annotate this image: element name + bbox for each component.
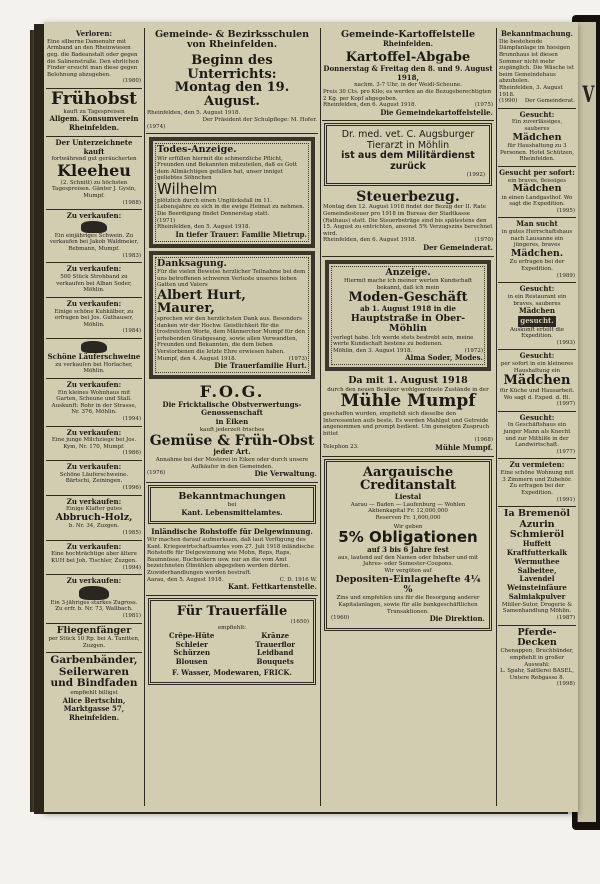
notice-place-date: Aarau, den 5. August 1918. xyxy=(147,576,224,583)
ad-body: Wir vergüten auf xyxy=(384,567,432,574)
ad-body: empfiehlt billigst xyxy=(70,689,118,696)
ad-garbenbaender xyxy=(46,653,142,725)
ad-capital: Aktienkapital Fr. 12,000,000 xyxy=(368,508,448,515)
ad-wohnung xyxy=(498,459,576,507)
ad-body: Eine schöne Wohnung mit 3 Zimmern und Zubehör. Zu erfragen bei der Expedition. xyxy=(500,470,574,496)
ad-number: (1985) xyxy=(122,529,141,536)
ad-body: per Stück 10 Rp. bei A. Tanitten, Zuzgen. xyxy=(48,636,140,649)
ad-number: (1993) xyxy=(556,339,575,346)
ad-headline: Azurin xyxy=(519,518,555,530)
column-rule xyxy=(320,28,321,806)
ad-number: (1989) xyxy=(556,272,575,279)
ad-maedchen-3 xyxy=(498,218,576,283)
ad-laeuferschweine xyxy=(46,339,142,379)
ad-body: Wir geben xyxy=(393,523,423,530)
ad-title: Fliegenfänger xyxy=(56,624,132,636)
ad-body: durch den neuen Besitzer wohlgeordnete Zustände in der xyxy=(327,386,489,393)
ad-creditanstalt xyxy=(324,459,492,631)
notice-intro: Wir erfüllen hiermit die schmerzliche Pflicht, Freunden und Bekannten mitzuteilen, daß es Gott dem Allmächtigen gefallen hat, unser innigst geliebtes Söhnchen xyxy=(157,155,298,182)
ad-phone: Telephon 23. xyxy=(323,444,359,451)
notice-intro: Für die vielen Beweise herzlicher Teilnahme bei dem uns betroffenen schweren Verluste unseres lieben Gatten und Vaters xyxy=(157,268,306,289)
column-3 xyxy=(322,28,494,806)
notice-body: plötzlich durch einen Unglücksfall im 11. Lebensjahre zu sich in die ewige Heimat zu nehmen. Die Beerdigung findet Donnerstag statt. xyxy=(157,197,305,217)
notice-place-date: Rheinfelden, den 5. August 1918. xyxy=(157,224,251,231)
ad-body: für Haushaltung zu 3 Personen. Hotel Schützen, Rheinfelden. xyxy=(500,143,574,163)
ad-title: Gesucht per sofort: xyxy=(499,167,575,177)
ad-title: Gesucht: xyxy=(519,412,555,422)
ad-headline: Mädchen xyxy=(512,131,562,143)
notice-place-date: Rheinfelden, den 6. August 1918. xyxy=(323,102,417,109)
ad-title: Gesucht: xyxy=(519,109,555,119)
ad-body: in gutes Herrschaftshaus nach Lausanne ein jüngeres, braves xyxy=(501,229,573,249)
ad-headline: Aargauische Creditanstalt xyxy=(359,464,457,494)
ad-trauerfaelle xyxy=(148,598,316,685)
ad-body: kauft jederzeit frisches xyxy=(199,426,265,433)
ad-sign: Die Direktion. xyxy=(429,614,485,624)
ad-body: für Küche und Hausarbeit. Wo sagt d. Exped. d. Bl. xyxy=(499,387,575,401)
ad-abbruchholz xyxy=(46,496,142,541)
list-item: Wermuthee xyxy=(514,556,560,566)
ad-maedchen-2 xyxy=(498,167,576,219)
ad-address: Hauptstraße in Ober-Möhlin xyxy=(350,312,466,335)
notice-title: Bekanntmachungen xyxy=(178,490,286,502)
ad-fog xyxy=(146,382,318,483)
ad-schweine-zeiningen xyxy=(46,461,142,496)
notice-schools xyxy=(146,28,318,134)
notice-title: bei xyxy=(227,502,237,508)
ad-sign: F. Wasser, Modewaren, FRICK. xyxy=(172,667,292,677)
ad-offer: 5% Obligationen xyxy=(338,528,478,547)
ad-number: (1990) xyxy=(499,98,518,105)
notice-headline: Kartoffel-Abgabe xyxy=(345,50,471,66)
ad-drogerie xyxy=(498,507,576,625)
notice-title: Gemeinde-Kartoffelstelle xyxy=(340,29,476,40)
ad-number: (1998) xyxy=(556,681,575,688)
ad-place: Liestal xyxy=(394,492,422,502)
ad-number: (1971) xyxy=(157,217,176,224)
notice-headline: Beginn des Unterrichts: xyxy=(187,52,277,82)
ad-body: Einige schöne Kuhkälber, zu erfragen bei Jos. Guthauser, Möhlin. xyxy=(54,308,134,328)
ad-title: Zu verkaufen: xyxy=(66,541,122,551)
ad-title: Kleeheu xyxy=(57,160,131,180)
notice-place-date: Rheinfelden, den 6. August 1918. xyxy=(323,237,417,244)
ad-title: Zu verkaufen: xyxy=(66,211,122,221)
notice-sign: Die Gemeindekartoffelstelle. xyxy=(380,107,493,117)
ad-reserves: Reserven Fr. 1,600,000 xyxy=(375,515,441,522)
ad-title: Zu verkaufen: xyxy=(66,462,122,472)
ad-number: (1968) xyxy=(474,437,493,444)
ad-title: Gesucht: xyxy=(519,284,555,294)
notice-title: Inländische Rohstoffe für Delgewinnung. xyxy=(151,527,313,537)
ad-body: Die bestehende Dämpfanlage im hiesigen Brunnhaus ist diesen Sommer nicht mehr zugänglich. Die Wäsche ist beim Gemeindehaus abzuholen. xyxy=(499,38,574,85)
ad-number: (1976) xyxy=(147,470,166,477)
ad-number: (1996) xyxy=(122,485,141,492)
ad-body: ist aus dem Militärdienst zurück xyxy=(341,150,475,172)
ad-number: (1972) xyxy=(464,347,483,354)
notice-place: Rheinfelden. xyxy=(382,39,434,49)
ad-muehle-mumpf xyxy=(322,374,494,457)
notice-bekanntmachung xyxy=(498,28,576,109)
ad-cities: Aarau — Baden — Laufenburg — Wohlen xyxy=(350,501,466,508)
ad-title: Frühobst xyxy=(50,88,138,109)
ad-headline: Gemüse & Früh-Obst xyxy=(149,432,315,449)
list-item: Trauerflor xyxy=(255,639,295,649)
ad-body: Zu erfragen bei der Expedition. xyxy=(509,259,565,272)
ad-headline: Mädchen xyxy=(518,306,556,316)
newspaper-page xyxy=(44,22,578,812)
notice-bekanntmachungen xyxy=(148,485,316,525)
notice-name: Albert Hurt, Maurer, xyxy=(157,287,246,317)
notice-sign: Die Trauerfamilie Hurt. xyxy=(214,361,307,371)
ad-term: auf 3 bis 6 Jahre fest xyxy=(367,544,449,554)
ad-subtitle: Tierarzt in Möhlin xyxy=(366,139,450,151)
ad-body: Ein 3-jähriges starkes Zugross. Zu erfr. b. Nr. 73, Wallbach. xyxy=(50,599,138,613)
ad-sign: Müller-Sutor, Drogerie & Samenhandlung Möhlin. xyxy=(501,601,573,615)
ad-knecht xyxy=(498,412,576,460)
horse-icon xyxy=(79,586,109,600)
notice-title: Todes-Anzeige. xyxy=(157,144,237,156)
ad-body: geschaffen wurden, empfiehlt sich dieselbe den Interessenten aufs beste. Es werden Mahlgut und Getreide angenommen und prompt bedient. Um geneigten Zuspruch bittet xyxy=(323,411,490,437)
notice-rohstoffe xyxy=(146,526,318,596)
ad-title: Pferde-Decken xyxy=(517,626,557,648)
column-classifieds-4 xyxy=(498,28,576,806)
list-item: Bouquets xyxy=(256,657,294,667)
ad-title: Garbenbänder, Seilerwaren und Bindfaden xyxy=(50,654,138,690)
list-item: Blousen xyxy=(175,657,208,667)
ad-badge: gesucht. xyxy=(520,315,554,325)
ad-number: (1995) xyxy=(556,207,575,214)
thanks-notice xyxy=(149,251,315,379)
notice-name: Wilhelm xyxy=(157,180,218,199)
notice-title: F.O.G. xyxy=(199,381,265,401)
ad-number: (1974) xyxy=(147,123,166,130)
list-item: Crêpe-Hüte xyxy=(169,630,215,640)
ad-title: Man sucht xyxy=(516,219,558,229)
notice-date: Donnerstag & Freitag den 8. und 9. August 1918, xyxy=(323,63,493,82)
ad-title: Zu vermieten: xyxy=(509,460,565,470)
ad-body: ab 1. August 1918 in die xyxy=(360,304,456,314)
ad-number: (1997) xyxy=(556,401,575,408)
list-item: Schürzen xyxy=(173,648,211,658)
ad-kleeheu xyxy=(46,137,142,210)
ad-number: (1994) xyxy=(122,415,141,422)
ad-body: Eine silberne Damenuhr mit Armband an den Rheinwiesen geg. die Badeanstalt oder gegen die Salinenstraße. Den ehrlichen Finder ersucht man diese gegen Belohnung abzugeben. xyxy=(47,38,139,78)
ad-veterinarian xyxy=(324,123,492,185)
notice-title: Gemeinde- & Bezirksschulen xyxy=(154,29,310,40)
ad-schwein xyxy=(46,210,142,263)
notice-title: Anzeige. xyxy=(385,266,431,278)
ad-number: (1987) xyxy=(556,614,575,621)
notice-sign: In tiefer Trauer: Familie Mietrup. xyxy=(175,229,307,239)
ad-headline: Mühle Mumpf xyxy=(340,391,476,412)
ad-fruehobst xyxy=(46,89,142,137)
ad-body: empfiehlt: xyxy=(217,625,247,632)
list-item: Schleier xyxy=(175,639,208,649)
ad-number: (1983) xyxy=(122,252,141,259)
ad-title: Zu verkaufen: xyxy=(66,264,122,274)
pig-icon xyxy=(81,221,107,233)
ad-title: Schöne Läuferschweine xyxy=(47,351,141,361)
ad-body: fortwährend gut geräucherten xyxy=(51,156,137,163)
ad-body: Ein zuverlässiges, sauberes xyxy=(511,119,563,133)
notice-place-date: Rheinfelden, den 5. August 1918. xyxy=(147,110,241,117)
notice-sign: Alma Soder, Modes. xyxy=(405,353,483,363)
column-rule xyxy=(496,28,497,806)
ad-body: In Geschäftshaus ein junger Mann als Knecht und zur Mithilfe in der Landwirtschaft. xyxy=(503,422,571,449)
notice-title: Danksagung. xyxy=(157,257,227,269)
notice-sign: Der Gemeinderat. xyxy=(423,243,493,253)
ad-address: b. Nr. 34, Zuzgen. xyxy=(68,523,120,530)
ad-maedchen-1 xyxy=(498,109,576,167)
ad-title: Ia Bremenöl xyxy=(504,508,570,520)
notice-sign: Die Verwaltung. xyxy=(254,469,317,479)
column-2 xyxy=(146,28,318,806)
ad-body: Auskunft erteilt die Expedition. xyxy=(509,326,565,340)
ad-headline: Moden-Geschäft xyxy=(348,290,468,306)
ad-number: (1992) xyxy=(466,172,485,179)
ad-number: (1988) xyxy=(122,199,141,206)
ad-body: verlegt habe. Ich werde stets bestrebt sein, meine werte Kundschaft bestens zu bedienen. xyxy=(333,334,474,348)
list-item: Weinsteinfäure xyxy=(507,583,567,593)
ad-fliegenfaenger xyxy=(46,624,142,654)
ad-kuhkaelber xyxy=(46,298,142,339)
ad-kuh xyxy=(46,541,142,576)
ad-title: Zu verkaufen: xyxy=(66,427,122,437)
ad-number: (1991) xyxy=(556,496,575,503)
ad-body: Einige Klafter gutes xyxy=(66,506,122,513)
ad-strohband xyxy=(46,263,142,298)
notice-kartoffel xyxy=(322,28,494,121)
ad-body: in ein Restaurant ein braves, sauberes xyxy=(507,293,567,307)
next-page-edge: V xyxy=(577,22,596,822)
ad-milchziege xyxy=(46,427,142,462)
ad-number: (1975) xyxy=(474,102,493,109)
ad-body: Ein einjähriges Schwein. Zu verkaufen bei Jakob Waldmeier, Rebmann, Mumpf. xyxy=(49,232,139,253)
ad-headline: Für Trauerfälle xyxy=(176,604,288,619)
ad-number: (1986) xyxy=(122,450,141,457)
notice-body: Montag den 12. August 1918 findet der Bezug der II. Rate Gemeindesteuer pro 1918 im Bureau der Stadtkasse (Rathaus) statt. Die Steuerbeträge sind bis spätestens den 15. August zu entrichten, ansonst 5% Verzugszins berechnet wird. xyxy=(323,204,493,237)
notice-title: von Rheinfelden. xyxy=(186,39,278,51)
ad-body: Eine junge Milchziege bei Jos. Kym, Nr. 170, Mumpf. xyxy=(51,437,137,450)
ad-title: Gesucht: xyxy=(519,351,555,361)
ad-number: (1650) xyxy=(290,618,309,625)
ad-zugross xyxy=(46,575,142,624)
death-notice xyxy=(149,137,315,247)
notice-headline: Montag den 19. August. xyxy=(174,80,290,109)
ad-sign: Mühle Mumpf. xyxy=(435,443,493,453)
ad-title: Der Unterzeichnete kauft xyxy=(55,137,133,156)
ad-sign: L. Spahr, Sattlerei BASEL, Untere Rebgasse 8. xyxy=(500,668,574,681)
notice-sign: Der Gemeinderat. xyxy=(524,98,575,105)
ad-title: Zu verkaufen: xyxy=(66,576,122,586)
ad-number: (1994) xyxy=(122,564,141,571)
notice-steuerbezug xyxy=(322,188,494,257)
ad-body: aus, lautend auf den Namen oder Inhaber und mit Jahres- oder Semester-Coupons. xyxy=(337,554,479,568)
notice-sign: Kant. Fettkartenstelle. xyxy=(227,582,317,592)
ad-headline: Dr. med. vet. C. Augsburger xyxy=(341,129,475,141)
ad-headline: Mädchen xyxy=(503,373,571,389)
ad-maedchen-5 xyxy=(498,350,576,411)
ad-body: 500 Stück Strohband zu verkaufen bei Alban Soder, Möhlin. xyxy=(56,273,132,294)
ad-body: Ein kleines Wohnhaus mit Garten, Scheune und Stall. Auskunft: Rohr in der Strasse, Nr. 376, Möhlin. xyxy=(51,389,137,416)
ad-body: jeder Art. xyxy=(213,447,251,457)
ad-number: (1960) xyxy=(331,615,350,622)
ad-number: (1980) xyxy=(122,78,141,85)
ad-number: (1977) xyxy=(556,448,575,455)
list-item: Kränze xyxy=(261,630,290,640)
org-name: Die Fricktalische Obstverwertungs-Genossenschaft xyxy=(162,399,302,418)
notice-time: nachm. 3-7 Uhr, in der Weidl-Scheune. xyxy=(354,82,462,89)
ad-body: Schöne Läuferschweine. Bärtschi, Zeiningen. xyxy=(59,471,129,485)
ad-body: kauft zu Tagespreisen xyxy=(63,108,125,115)
ad-body: Eine hochträchtige aber ältere KUH bei Joh. Tischler, Zuzgen. xyxy=(51,551,137,564)
notice-title: Kant. Lebensmittelamtes. xyxy=(181,507,283,517)
ad-title: Zu verkaufen: xyxy=(66,379,122,389)
ad-offer: Depositen-Einlagehefte 4¼ % xyxy=(335,573,481,595)
list-item: Salbeitee, Lavendel xyxy=(517,565,557,584)
column-rule xyxy=(144,28,145,806)
ad-number: (1981) xyxy=(122,613,141,620)
ad-body: Zins und empfehlen uns für die Besorgung anderer Kapitalanlagen, sowie für alle bankgeschäftlichen Transaktionen. xyxy=(336,595,480,615)
notice-place-date: Mumpf, den 4. August 1918. xyxy=(157,355,237,362)
list-item: Huffett xyxy=(522,539,552,549)
ad-maedchen-4 xyxy=(498,283,576,350)
notice-body: Wir machen darauf aufmerksam, daß laut Verfügung des Kant. Kriegswirtschaftsamtes vom 27. Juli 1918 inländische Rohstoffe für Delgewinnung wie Mohn, Reps, Raps, Baumnüsse, Bucheckern usw. nur an die vom Amt bezeichneten Ölmühlen abgegeben werden dürfen. Zuwiderhandlungen werden bestraft. xyxy=(147,537,314,577)
ad-number: C. D. 1916 W. xyxy=(279,576,317,583)
ad-number: (1984) xyxy=(122,328,141,335)
notice-place-date: Möhlin, den 3. August 1918. xyxy=(333,347,413,354)
notice-title: Steuerbezug. xyxy=(356,188,460,205)
ad-headline: Mädchen. xyxy=(510,247,564,259)
ad-body: (2. Schnitt) zu höchsten Tagespreisen. Gänter J. Gysin, Mumpf. xyxy=(51,179,137,199)
ad-body: in einen Landgasthof. Wo sagt die Expedition. xyxy=(501,194,573,208)
list-item: Kraftfutterkalk xyxy=(506,548,568,558)
notice-place-date: Rheinfelden, 3. August 1918. xyxy=(499,84,563,98)
ad-headline: Abbruch-Holz, xyxy=(55,511,133,523)
ad-headline: Mädchen xyxy=(512,183,562,195)
column-classifieds-1 xyxy=(46,28,142,806)
list-item: Salmiakpulver xyxy=(508,591,566,601)
ad-title: Zu verkaufen: xyxy=(66,298,122,308)
notice-intro: Hiermit mache ich meiner werten Kundschaft bekannt, daß ich mein xyxy=(344,278,472,291)
org-place: in Eiken xyxy=(215,417,249,427)
ad-date: Da mit 1. August 1918 xyxy=(348,375,468,387)
notice-sign: Der Präsident der Schulpflege: M. Hofer. xyxy=(202,117,317,124)
ad-title: Verloren: xyxy=(75,29,113,38)
ad-lost xyxy=(46,28,142,89)
ad-moden-geschaeft xyxy=(325,260,491,371)
notice-body: sprechen wir den herzlichsten Dank aus. Besonders danken wir der Hochw. Geistlichkeit für die trostreichen Worte, dem Männerchor Mumpf für den erhebenden Grabgesang, sowie allen Verwandten, Freunden und Bekannten, die dem lieben Verstorbenen die letzte Ehre erwiesen haben. xyxy=(157,316,306,355)
ad-body: per sofort in ein kleineres Haushaltung ein xyxy=(500,361,574,374)
ad-headline: Schmieröl xyxy=(509,529,565,541)
ad-title: Bekanntmachung. xyxy=(501,29,573,38)
ad-sign: Allgem. Konsumverein Rheinfelden. xyxy=(49,114,139,133)
notice-body: Preis 30 Cts. pro Kilo; es werden an die Bezugsberechtigten 2 Kg. per Kopf abgegeben. xyxy=(323,88,492,102)
ad-body: Chenappen, Bruchbänder, empfiehlt in großer Auswahl: xyxy=(500,648,574,668)
ad-title: Zu verkaufen: xyxy=(66,496,122,506)
list-item: Leidband xyxy=(257,648,294,658)
ad-wohnhaus xyxy=(46,379,142,427)
ad-number: (1970) xyxy=(474,237,493,244)
ad-number: (1973) xyxy=(288,355,307,362)
ad-body: ein braves, fleissiges xyxy=(507,177,567,184)
ad-sign: Alice Bertschin, Marktgasse 57, Rheinfelden. xyxy=(62,695,126,722)
ad-body: Annahme bei der Mosterei in Eiken oder durch unsere Aufkäufer in den Gemeinden. xyxy=(155,456,309,470)
ad-pferdedecken xyxy=(498,626,576,691)
ad-body: zu verkaufen bei Horlacher, Möhlin. xyxy=(55,361,133,375)
